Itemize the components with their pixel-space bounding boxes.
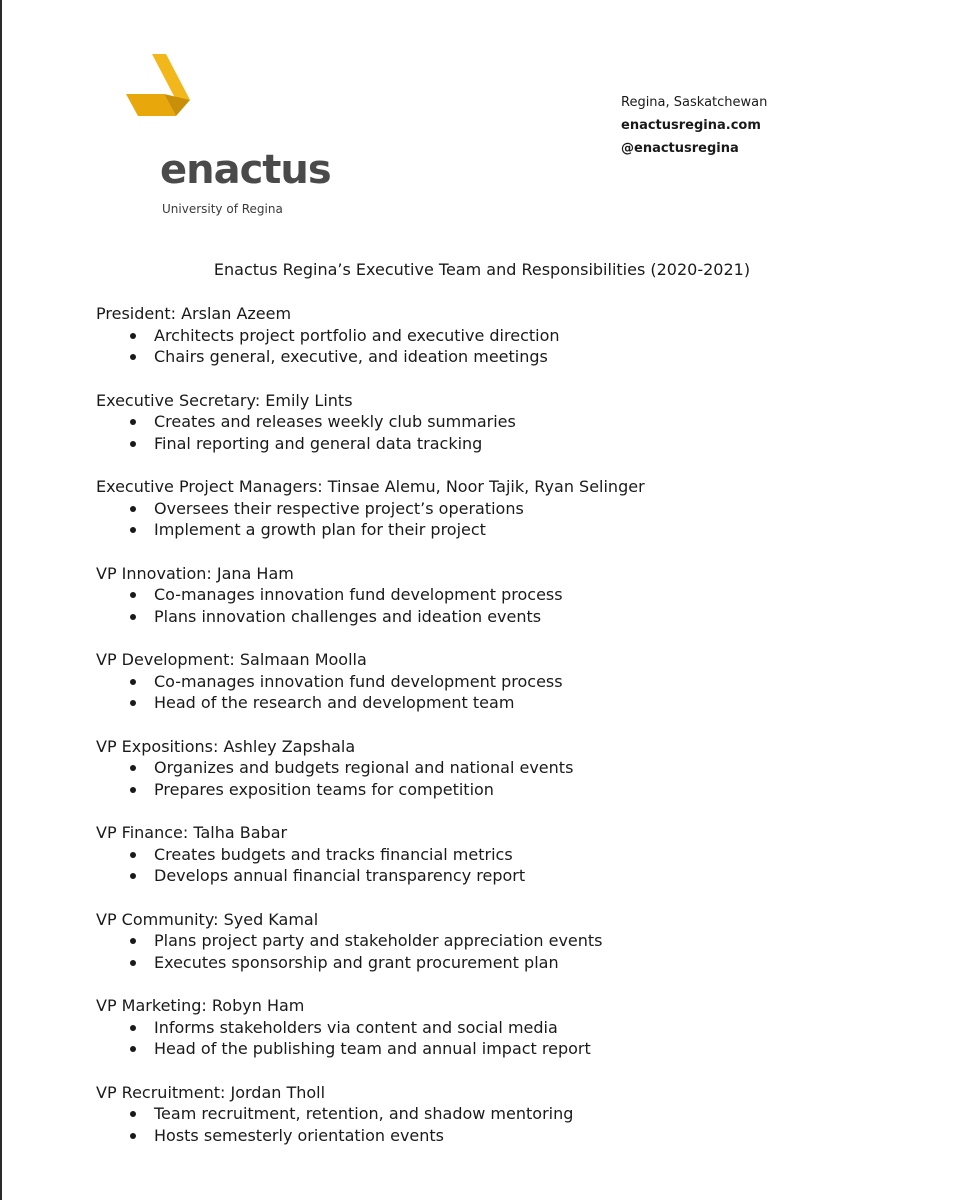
logo-chevron-icon [124,52,214,132]
duty-list [96,1017,916,1060]
duty-item: Head of the research and development team [96,692,916,714]
logo-wordmark: enactus [160,147,331,193]
duty-item: Creates budgets and tracks financial metrics [96,844,916,866]
role-heading: VP Community: Syed Kamal [96,909,319,929]
duty-item: Organizes and budgets regional and national events [96,757,916,779]
contact-website[interactable]: enactusregina.com [621,118,761,133]
duty-list [96,325,916,368]
role-heading: VP Recruitment: Jordan Tholl [96,1082,326,1102]
duty-list [96,411,916,454]
role-section [96,476,916,541]
duty-item: Prepares exposition teams for competition [96,779,916,801]
role-heading: VP Expositions: Ashley Zapshala [96,736,356,756]
role-section [96,909,916,974]
contact-location: Regina, Saskatchewan [621,95,768,110]
page-border [0,0,2,1200]
role-section [96,995,916,1060]
duty-item: Team recruitment, retention, and shadow mentoring [96,1103,916,1125]
duty-item: Executes sponsorship and grant procurement plan [96,952,916,974]
duty-item: Plans innovation challenges and ideation events [96,606,916,628]
role-section [96,390,916,455]
duty-list [96,757,916,800]
duty-list [96,930,916,973]
duty-item: Creates and releases weekly club summaries [96,411,916,433]
role-heading: VP Marketing: Robyn Ham [96,996,305,1015]
enactus-logo [124,52,334,216]
duty-list [96,671,916,714]
duty-item: Chairs general, executive, and ideation meetings [96,346,916,368]
duty-item: Head of the publishing team and annual impact report [96,1038,916,1060]
role-section [96,1082,916,1147]
role-heading: VP Finance: Talha Babar [96,823,288,842]
duty-item: Plans project party and stakeholder appreciation events [96,930,916,952]
role-section [96,303,916,368]
duty-list [96,498,916,541]
role-heading: Executive Secretary: Emily Lints [96,390,353,410]
role-heading: VP Development: Salmaan Moolla [96,650,367,669]
executive-sections [96,303,916,1168]
duty-list [96,844,916,887]
logo-subtitle: University of Regina [162,202,283,216]
role-heading: President: Arslan Azeem [96,304,292,323]
duty-item: Co-manages innovation fund development process [96,671,916,693]
duty-item: Implement a growth plan for their project [96,519,916,541]
role-section [96,736,916,801]
duty-list [96,1103,916,1146]
role-section [96,563,916,628]
duty-item: Develops annual financial transparency report [96,865,916,887]
duty-item: Architects project portfolio and executive direction [96,325,916,347]
duty-list [96,584,916,627]
role-heading: Executive Project Managers: Tinsae Alemu, Noor Tajik, Ryan Selinger [96,477,645,496]
duty-item: Hosts semesterly orientation events [96,1125,916,1147]
duty-item: Informs stakeholders via content and social media [96,1017,916,1039]
duty-item: Oversees their respective project’s operations [96,498,916,520]
role-section [96,649,916,714]
contact-handle[interactable]: @enactusregina [621,141,739,156]
duty-item: Final reporting and general data tracking [96,433,916,455]
contact-block [621,91,767,160]
role-section [96,822,916,887]
document-title: Enactus Regina’s Executive Team and Responsibilities (2020-2021) [213,260,751,279]
duty-item: Co-manages innovation fund development process [96,584,916,606]
role-heading: VP Innovation: Jana Ham [96,563,294,583]
